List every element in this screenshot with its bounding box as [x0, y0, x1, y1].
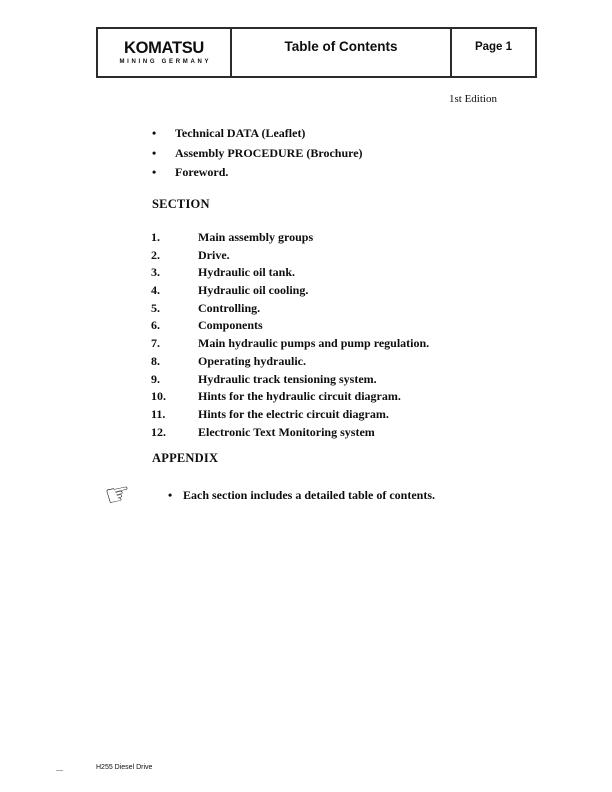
- toc-label: Electronic Text Monitoring system: [198, 424, 375, 439]
- bullet-icon: •: [152, 145, 157, 160]
- toc-row: [151, 407, 429, 425]
- toc-row: [151, 372, 429, 390]
- footer-doc-ref: H255 Diesel Drive: [96, 764, 153, 771]
- toc-number: 8.: [151, 353, 160, 368]
- toc-label: Controlling.: [198, 300, 261, 315]
- toc-row: [151, 265, 429, 283]
- toc-row: [151, 336, 429, 354]
- bullet-icon: •: [168, 488, 173, 502]
- pointing-hand-icon: ☞: [101, 474, 135, 514]
- toc-number: 9.: [151, 371, 160, 386]
- toc-row: [151, 283, 429, 301]
- toc-label: Hints for the electric circuit diagram.: [198, 406, 389, 421]
- section-list: [151, 230, 429, 442]
- toc-number: 2.: [151, 247, 160, 262]
- header-table: [96, 27, 537, 78]
- toc-row: [151, 230, 429, 248]
- toc-number: 5.: [151, 300, 160, 315]
- toc-row: [151, 389, 429, 407]
- toc-number: 1.: [151, 230, 160, 244]
- toc-number: 10.: [151, 389, 166, 404]
- bullet-icon: •: [152, 165, 157, 180]
- bullet-icon: •: [152, 126, 157, 140]
- appendix-note-label: Each section includes a detailed table of contents.: [183, 488, 435, 502]
- toc-label: Hydraulic oil tank.: [198, 265, 296, 280]
- edition-label: 1st Edition: [449, 93, 497, 105]
- page-number-label: Page 1: [474, 41, 513, 53]
- toc-label: Components: [198, 318, 263, 333]
- toc-number: 11.: [151, 406, 166, 421]
- komatsu-logo: KOMATSU: [123, 39, 205, 58]
- toc-row: [151, 425, 429, 443]
- toc-row: [151, 318, 429, 336]
- front-matter-list: [152, 126, 363, 185]
- list-item-label: Foreword.: [175, 165, 229, 180]
- toc-number: 12.: [151, 424, 166, 439]
- list-item-label: Technical DATA (Leaflet): [175, 126, 306, 140]
- list-item: [152, 165, 363, 185]
- toc-row: [151, 301, 429, 319]
- komatsu-logo-subtitle: MINING GERMANY: [119, 58, 212, 65]
- page-title: Table of Contents: [232, 29, 452, 76]
- toc-label: Main assembly groups: [198, 230, 314, 244]
- toc-row: [151, 354, 429, 372]
- footer-dash: —: [56, 766, 63, 774]
- toc-number: 7.: [151, 336, 160, 351]
- appendix-note: [168, 488, 435, 503]
- toc-label: Drive.: [198, 247, 230, 262]
- list-item: [152, 146, 363, 166]
- toc-number: 6.: [151, 318, 160, 333]
- toc-label: Hints for the hydraulic circuit diagram.: [198, 389, 401, 404]
- toc-row: [151, 248, 429, 266]
- header-brand-cell: [98, 29, 232, 76]
- toc-number: 4.: [151, 283, 160, 298]
- appendix-heading: APPENDIX: [152, 451, 219, 465]
- toc-number: 3.: [151, 265, 160, 280]
- list-item-label: Assembly PROCEDURE (Brochure): [175, 145, 363, 160]
- toc-label: Operating hydraulic.: [198, 353, 307, 368]
- toc-label: Main hydraulic pumps and pump regulation.: [198, 336, 430, 351]
- section-heading: SECTION: [152, 197, 210, 211]
- toc-label: Hydraulic track tensioning system.: [198, 371, 377, 386]
- toc-label: Hydraulic oil cooling.: [198, 283, 309, 298]
- list-item: [152, 126, 363, 146]
